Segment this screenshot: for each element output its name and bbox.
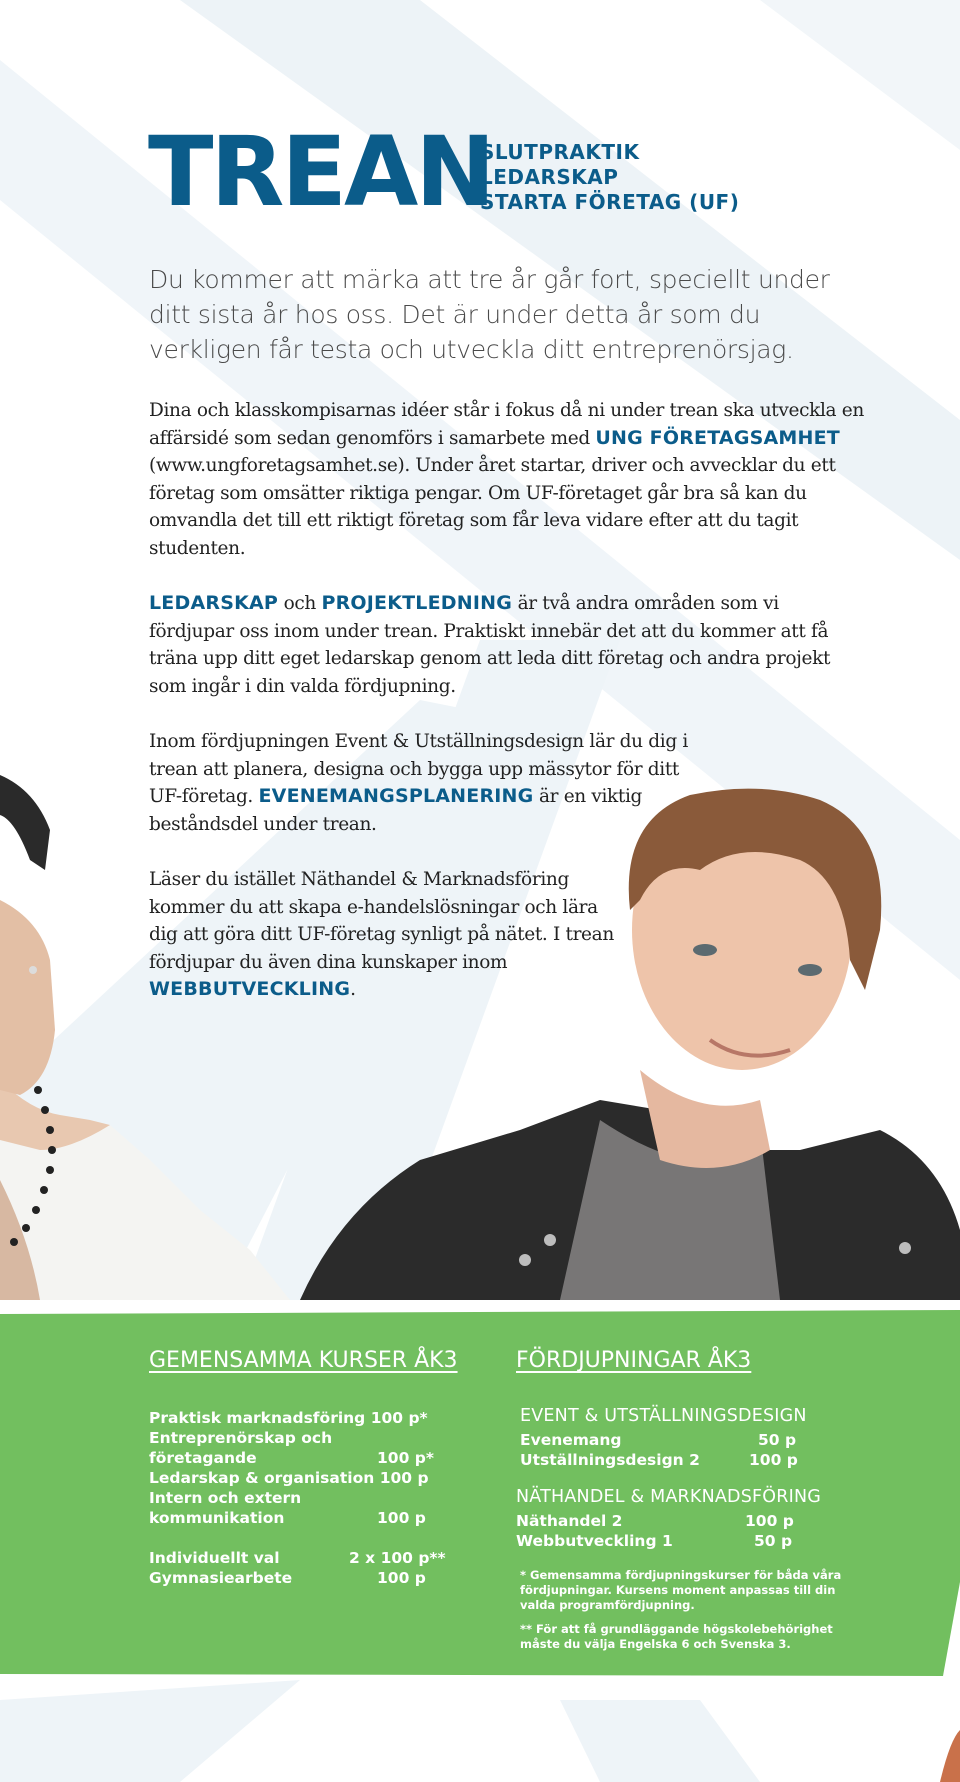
specialization-course-list [516, 1511, 816, 1551]
specialization-title: NÄTHANDEL & MARKNADSFÖRING [516, 1487, 822, 1507]
course-points: 50 p [758, 1431, 797, 1449]
course-row [149, 1448, 489, 1468]
course-row [520, 1430, 820, 1450]
course-row [149, 1548, 489, 1568]
course-points: 100 p [749, 1451, 798, 1469]
footnote: * Gemensamma fördjupningskurser för båda våra fördjupningar. Kursens moment anpassas till din valda programfördjupning. [520, 1568, 842, 1612]
subtitle-item: LEDARSKAP [480, 165, 619, 189]
paragraph-text: Dina och klasskompisarnas idéer står i fokus då ni under trean ska utveckla en affärsidé som sedan genomförs i samarbete med [149, 400, 864, 449]
course-points: 100 p* [370, 1409, 428, 1427]
course-name: Intern och extern [149, 1489, 302, 1507]
specialization-course-list [520, 1430, 820, 1470]
corner-decoration [920, 1700, 960, 1782]
keyword-projektledning: PROJEKTLEDNING [321, 592, 513, 614]
course-points: 100 p [379, 1469, 429, 1487]
course-row [149, 1428, 489, 1448]
course-name: Praktisk marknadsföring [149, 1409, 366, 1427]
paragraph-text: är en viktig beståndsdel under trean. [149, 786, 643, 835]
course-points: 100 p* [377, 1449, 434, 1467]
keyword-evenemangsplanering: EVENEMANGSPLANERING [258, 785, 534, 807]
paragraph-text: Inom fördjupningen Event & Utställningsdesign lär du dig i trean att planera, designa och bygga upp mässytor för ditt UF-företag. [149, 731, 688, 807]
paragraph-text: Läser du istället Näthandel & Marknadsföring kommer du att skapa e-handelslösningar och lära dig att göra ditt UF-företag synligt på nätet. I trean fördjupar du även dina kunskaper inom [149, 869, 614, 973]
common-course-list [149, 1408, 489, 1588]
paragraph-event [149, 728, 709, 838]
course-name: Utställningsdesign 2 [520, 1451, 700, 1469]
course-name: Evenemang [520, 1431, 622, 1449]
subtitle-item: STARTA FÖRETAG (UF) [480, 190, 740, 214]
specializations-heading: FÖRDJUPNINGAR ÅK3 [516, 1348, 752, 1373]
course-row [149, 1468, 489, 1488]
course-row [516, 1531, 816, 1551]
subtitle-item: SLUTPRAKTIK [480, 140, 640, 164]
paragraph-webshop [149, 866, 629, 1004]
course-row [149, 1408, 489, 1428]
course-row [520, 1450, 820, 1470]
course-points: 100 p [377, 1509, 426, 1527]
paragraph-leadership [149, 590, 849, 700]
keyword-ledarskap: LEDARSKAP [149, 592, 279, 614]
course-row [516, 1511, 816, 1531]
paragraph-text: . [350, 979, 356, 1000]
subtitle-list [480, 140, 739, 215]
paragraph-text: (www.ungforetagsamhet.se). Under året startar, driver och avvecklar du ett företag som omsätter riktiga pengar. Om UF-företaget går bra så kan du omvandla det till ett riktigt företag som får leva vidare efter att du tagit studenten. [149, 455, 836, 559]
keyword-webbutveckling: WEBBUTVECKLING [149, 978, 351, 1000]
course-points: 2 x 100 p** [349, 1549, 446, 1567]
course-points: 100 p [377, 1569, 426, 1587]
course-name: Gymnasiearbete [149, 1569, 293, 1587]
course-row [149, 1508, 489, 1528]
paragraph-uf [149, 397, 864, 562]
course-panel [0, 1300, 960, 1680]
course-row [149, 1568, 489, 1588]
course-name: Individuellt val [149, 1549, 280, 1567]
course-name: Ledarskap & organisation [149, 1469, 375, 1487]
left-student-figure [0, 775, 290, 1300]
course-name: Entreprenörskap och [149, 1429, 333, 1447]
page-title: TREAN [148, 116, 493, 228]
footnote: ** För att få grundläggande högskolebehörighet måste du välja Engelska 6 och Svenska 3. [520, 1622, 833, 1651]
paragraph-text: och [283, 593, 316, 614]
intro-text: Du kommer att märka att tre år går fort, speciellt under ditt sista år hos oss. Det är under detta år som du verkligen får testa och utveckla ditt entreprenörsjag. [149, 265, 830, 364]
course-name: kommunikation [149, 1509, 285, 1527]
course-row [149, 1488, 489, 1508]
course-name: Webbutveckling 1 [516, 1532, 673, 1550]
keyword-ung-foretagsamhet: UNG FÖRETAGSAMHET [595, 426, 840, 449]
specialization-title: EVENT & UTSTÄLLNINGSDESIGN [520, 1406, 807, 1426]
course-points: 100 p [745, 1512, 794, 1530]
paragraph-text: är två andra områden som vi fördjupar oss inom under trean. Praktiskt innebär det att du kommer att få träna upp ditt eget ledarskap genom att leda ditt företag och andra projekt som ingår i din valda fördjupning. [149, 593, 831, 697]
course-name: företagande [149, 1449, 257, 1467]
course-name: Näthandel 2 [516, 1512, 623, 1530]
common-courses-heading: GEMENSAMMA KURSER ÅK3 [149, 1348, 458, 1373]
course-points: 50 p [754, 1532, 793, 1550]
